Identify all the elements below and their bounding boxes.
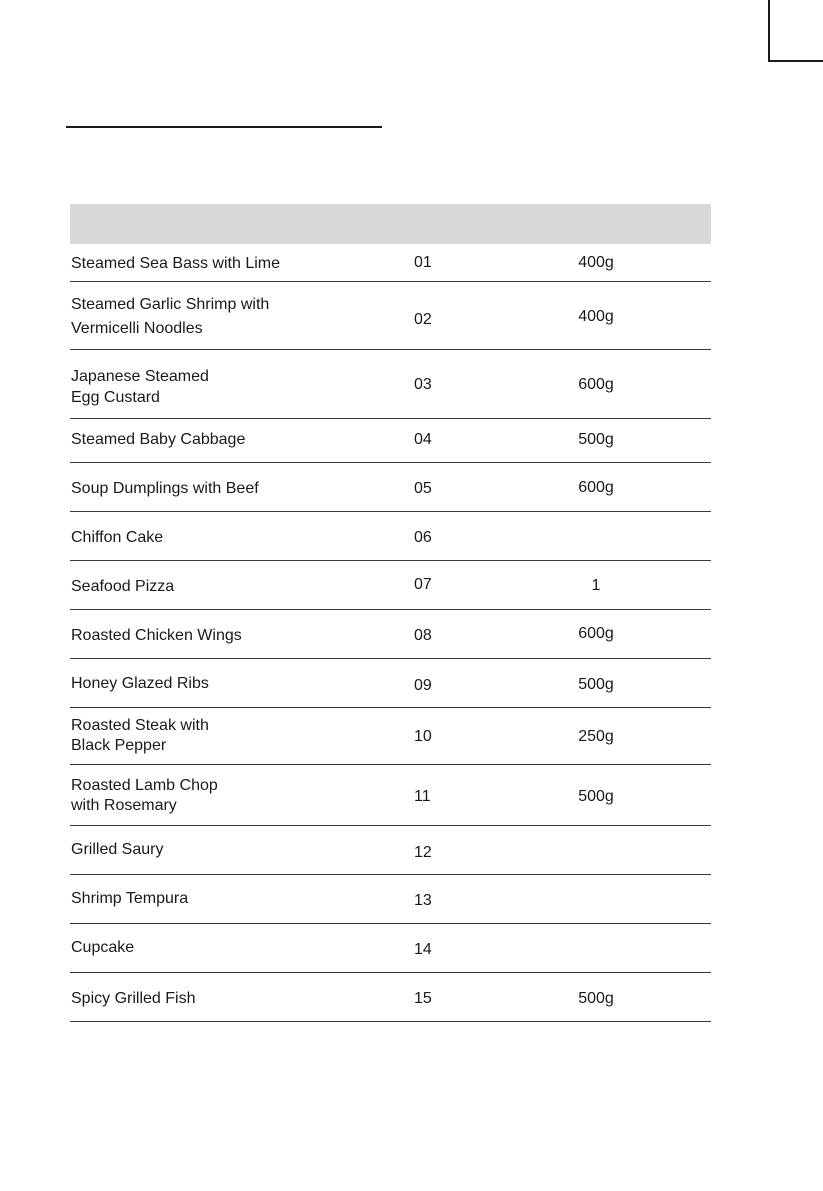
weight-value: 500g (578, 990, 614, 1007)
program-number: 04 (414, 431, 432, 448)
menu-table (70, 204, 711, 1022)
dish-name-cell: Roasted Steak with Black Pepper (71, 717, 209, 754)
weight-value: 600g (578, 376, 614, 393)
dish-name-cell: Roasted Chicken Wings (71, 627, 242, 644)
program-number: 05 (414, 480, 432, 497)
dish-name-cell: Shrimp Tempura (71, 890, 189, 907)
crop-mark-horizontal (768, 60, 823, 62)
program-number: 14 (414, 941, 432, 958)
dish-name-cell: Spicy Grilled Fish (71, 990, 196, 1007)
table-row (70, 512, 711, 561)
weight-value: 400g (578, 308, 614, 325)
dish-name-cell: Japanese Steamed Egg Custard (71, 368, 209, 406)
program-number: 13 (414, 892, 432, 909)
program-number: 10 (414, 728, 432, 745)
table-row (70, 561, 711, 610)
weight-value: 500g (578, 676, 614, 693)
dish-name-cell: Honey Glazed Ribs (71, 675, 209, 692)
crop-mark-vertical (768, 0, 770, 62)
table-row (70, 659, 711, 708)
dish-name-cell: Seafood Pizza (71, 578, 175, 595)
program-number: 15 (414, 990, 432, 1007)
table-row (70, 924, 711, 973)
program-number: 01 (414, 254, 432, 271)
table-row (70, 244, 711, 282)
dish-name-cell: Roasted Lamb Chop with Rosemary (71, 777, 218, 814)
dish-name-cell: Steamed Sea Bass with Lime (71, 255, 280, 272)
dish-name-cell: Soup Dumplings with Beef (71, 480, 259, 497)
dish-name-cell: Steamed Baby Cabbage (71, 431, 246, 448)
weight-value: 250g (578, 728, 614, 745)
table-row (70, 826, 711, 875)
table-header (70, 204, 711, 244)
table-row (70, 419, 711, 463)
program-number: 07 (414, 576, 432, 593)
table-row (70, 463, 711, 512)
dish-name-cell: Chiffon Cake (71, 529, 164, 546)
weight-value: 500g (578, 431, 614, 448)
table-row (70, 973, 711, 1022)
table-row (70, 350, 711, 419)
program-number: 12 (414, 844, 432, 861)
dish-name-cell: Steamed Garlic Shrimp with Vermicelli Noodles (71, 296, 270, 337)
dish-name-cell: Cupcake (71, 939, 135, 956)
dish-name-cell: Grilled Saury (71, 841, 164, 858)
title-rule (66, 126, 382, 128)
table-row (70, 708, 711, 765)
weight-value: 1 (591, 577, 601, 594)
weight-value: 600g (578, 625, 614, 642)
program-number: 02 (414, 311, 432, 328)
table-row (70, 875, 711, 924)
table-row (70, 610, 711, 659)
weight-value: 500g (578, 788, 614, 805)
table-row (70, 765, 711, 826)
weight-value: 600g (578, 479, 614, 496)
weight-value: 400g (578, 254, 614, 271)
program-number: 08 (414, 627, 432, 644)
program-number: 03 (414, 376, 432, 393)
table-row (70, 282, 711, 350)
program-number: 06 (414, 529, 432, 546)
program-number: 11 (414, 788, 431, 805)
program-number: 09 (414, 677, 432, 694)
